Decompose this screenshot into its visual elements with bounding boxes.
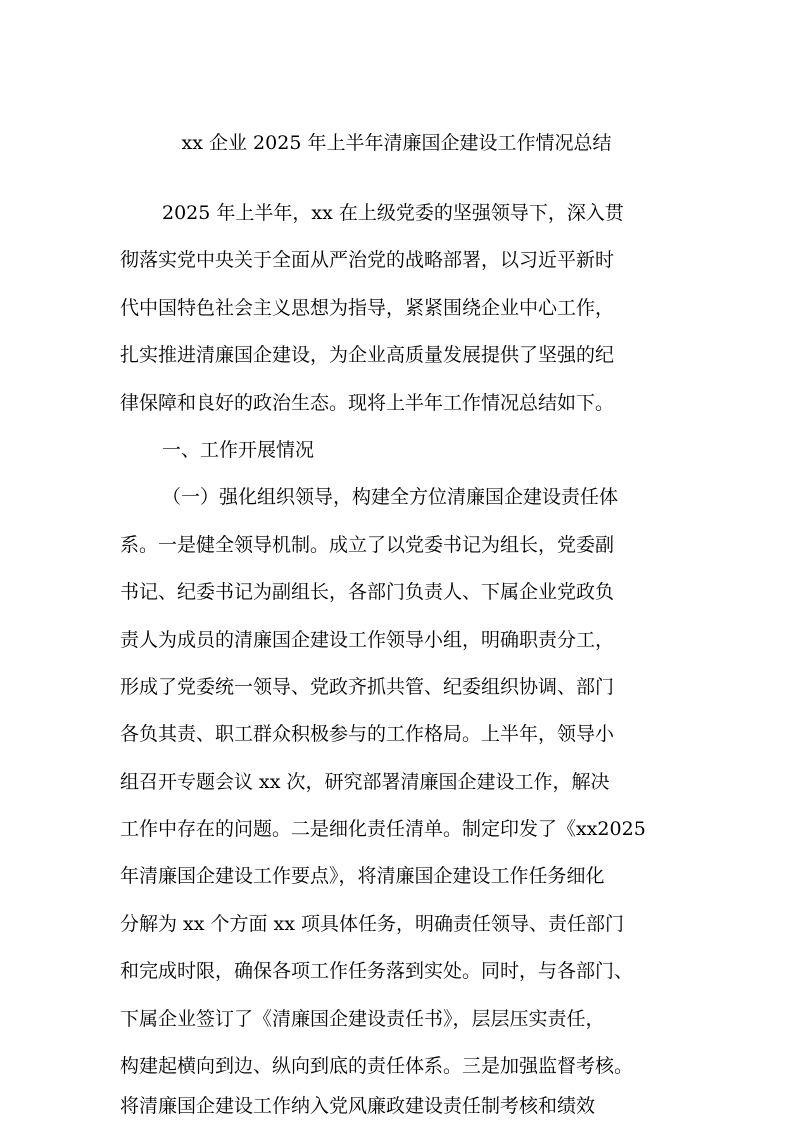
paragraph-text: （一）强化组织领导，构建全方位清廉国企建设责任体 — [162, 486, 619, 508]
paragraph-text: 律保障和良好的政治生态。现将上半年工作情况总结如下。 — [120, 392, 615, 414]
paragraph-text: 责人为成员的清廉国企建设工作领导小组，明确职责分工， — [120, 629, 615, 651]
paragraph-text: 系。一是健全领导机制。成立了以党委书记为组长，党委副 — [120, 534, 615, 556]
paragraph-text: 组召开专题会议 xx 次，研究部署清廉国企建设工作，解决 — [120, 771, 610, 793]
paragraph-text: 各负其责、职工群众积极参与的工作格局。上半年，领导小 — [120, 723, 615, 745]
section-heading-text: 一、工作开展情况 — [162, 439, 315, 461]
paragraph-text: 构建起横向到边、纵向到底的责任体系。三是加强监督考核。 — [120, 1055, 634, 1077]
document-title: xx 企业 2025 年上半年清廉国企建设工作情况总结 — [181, 132, 612, 154]
paragraph-text: 将清廉国企建设工作纳入党风廉政建设责任制考核和绩效 — [120, 1095, 596, 1117]
paragraph-text: 分解为 xx 个方面 xx 项具体任务，明确责任领导、责任部门 — [120, 913, 625, 935]
paragraph-text: 扎实推进清廉国企建设，为企业高质量发展提供了坚强的纪 — [120, 344, 615, 366]
paragraph-text: 年清廉国企建设工作要点》，将清廉国企建设工作任务细化 — [120, 865, 605, 887]
paragraph-text: 2025 年上半年，xx 在上级党委的坚强领导下，深入贯 — [162, 202, 624, 224]
paragraph-text: 形成了党委统一领导、党政齐抓共管、纪委组织协调、部门 — [120, 676, 615, 698]
paragraph-text: 和完成时限，确保各项工作任务落到实处。同时，与各部门、 — [120, 960, 634, 982]
paragraph-text: 工作中存在的问题。二是细化责任清单。制定印发了《xx2025 — [120, 818, 646, 840]
paragraph-text: 彻落实党中央关于全面从严治党的战略部署，以习近平新时 — [120, 249, 615, 271]
paragraph-text: 代中国特色社会主义思想为指导，紧紧围绕企业中心工作， — [120, 297, 615, 319]
paragraph-text: 下属企业签订了《清廉国企建设责任书》，层层压实责任， — [120, 1008, 605, 1030]
paragraph-text: 书记、纪委书记为副组长，各部门负责人、下属企业党政负 — [120, 581, 615, 603]
